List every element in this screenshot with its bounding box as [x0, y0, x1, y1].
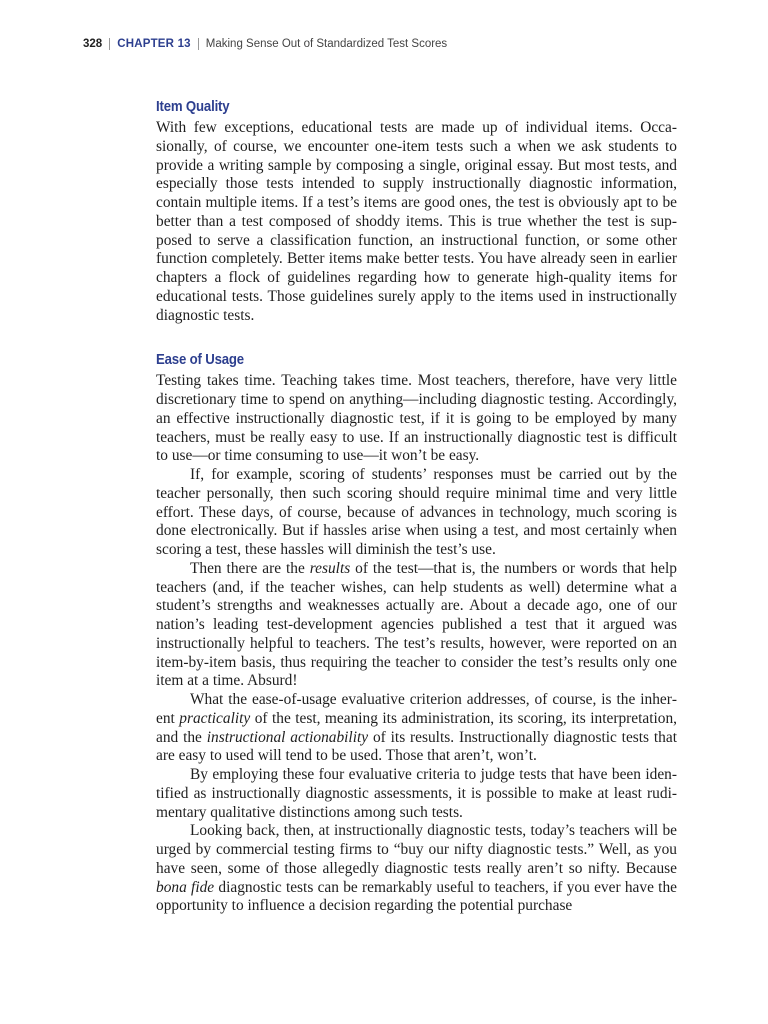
- page-body: [156, 98, 677, 942]
- page-number: 328: [83, 38, 103, 50]
- emphasis-term: instructional actionability: [206, 728, 369, 746]
- paragraph-text: of the test, meaning its administration, its scoring, its interpretation, and the: [156, 709, 678, 746]
- section-heading: Item Quality: [156, 98, 230, 115]
- header-divider: [109, 38, 110, 50]
- emphasis-term: results: [309, 559, 351, 577]
- section-ease-of-usage: [156, 351, 677, 916]
- paragraph: [156, 560, 677, 691]
- paragraph-text: diagnostic tests can be remarkably useful to teachers, if you ever have the opportunity to influence a decision regarding the potential purchase: [156, 878, 677, 915]
- paragraph-text: If, for example, scoring of students’ responses must be carried out by the teacher personally, then such scoring should require minimal time and very little effort. These days, of course, because of advances in technology, much scoring is done electronically. But if hassles arise when using a test, and most certainly when scoring a test, these hassles will diminish the test’s use.: [156, 466, 677, 558]
- paragraph-text: of the test—that is, the numbers or words that help teachers (and, if the teacher wishes, can help students as well) determine what a student’s strengths and weaknesses actually are. About a decade ago, one of our nation’s leading test-development agencies published a test that it argued was instructionally helpful to teachers. The test’s results, however, were reported on an item-by-item basis, thus requiring the teacher to consider the test’s results only one item at a time. Absurd!: [156, 559, 677, 690]
- chapter-label: CHAPTER 13: [117, 38, 191, 50]
- paragraph-text: With few exceptions, educational tests are made up of individual items. Occasionally, of course, we encounter one-item tests such a when we ask students to provide a writing sample by composing a single, original essay. But most tests, and especially those tests intended to supply instructionally diagnostic information, contain multiple items. If a test’s items are good ones, the test is obviously apt to be better than a test composed of shoddy items. This is true whether the test is supposed to serve a classification function, an instructional function, or some other function completely. Better items make better tests. You have already seen in earlier chapters a flock of guidelines regarding how to generate high-quality items for educational tests. Those guidelines surely apply to the items used in instructionally diagnostic tests.: [156, 119, 677, 324]
- paragraph-text: Looking back, then, at instructionally diagnostic tests, today’s teachers will be urged by commercial testing firms to “buy our nifty diagnostic tests.” Well, as you have seen, some of those allegedly diagnostic tests really aren’t so nifty. Because: [156, 822, 677, 877]
- paragraph-text: Then there are the: [190, 559, 310, 577]
- paragraph: [156, 766, 677, 822]
- paragraph: [156, 466, 677, 560]
- paragraph: [156, 822, 677, 916]
- paragraph-text: Testing takes time. Teaching takes time. Most teachers, therefore, have very little discretionary time to spend on anything—including diagnostic testing. Accordingly, an effective instructionally diagnostic test, if it is going to be employed by many teachers, must be really easy to use. If an instructionally diagnostic test is difficult to use—or time consuming to use—it won’t be easy.: [156, 372, 677, 465]
- running-head: [83, 38, 447, 50]
- section-heading: Ease of Usage: [156, 351, 244, 369]
- emphasis-term: bona fide: [156, 878, 215, 896]
- paragraph: [156, 119, 677, 325]
- paragraph-text: of its results. Instructionally diagnostic tests that are easy to used will tend to be used. Those that aren’t, won’t.: [156, 728, 677, 765]
- paragraph-text: By employing these four evaluative criteria to judge tests that have been identified as instructionally diagnostic assessments, it is possible to make at least rudimentary qualitative distinctions among such tests.: [156, 766, 677, 821]
- paragraph-text: What the ease-of-usage evaluative criterion addresses, of course, is the inherent: [156, 691, 677, 727]
- paragraph: [156, 372, 677, 466]
- emphasis-term: practicality: [179, 709, 251, 727]
- header-divider: [198, 38, 199, 50]
- chapter-title: Making Sense Out of Standardized Test Scores: [205, 38, 448, 50]
- paragraph: [156, 691, 677, 766]
- section-item-quality: [156, 98, 677, 325]
